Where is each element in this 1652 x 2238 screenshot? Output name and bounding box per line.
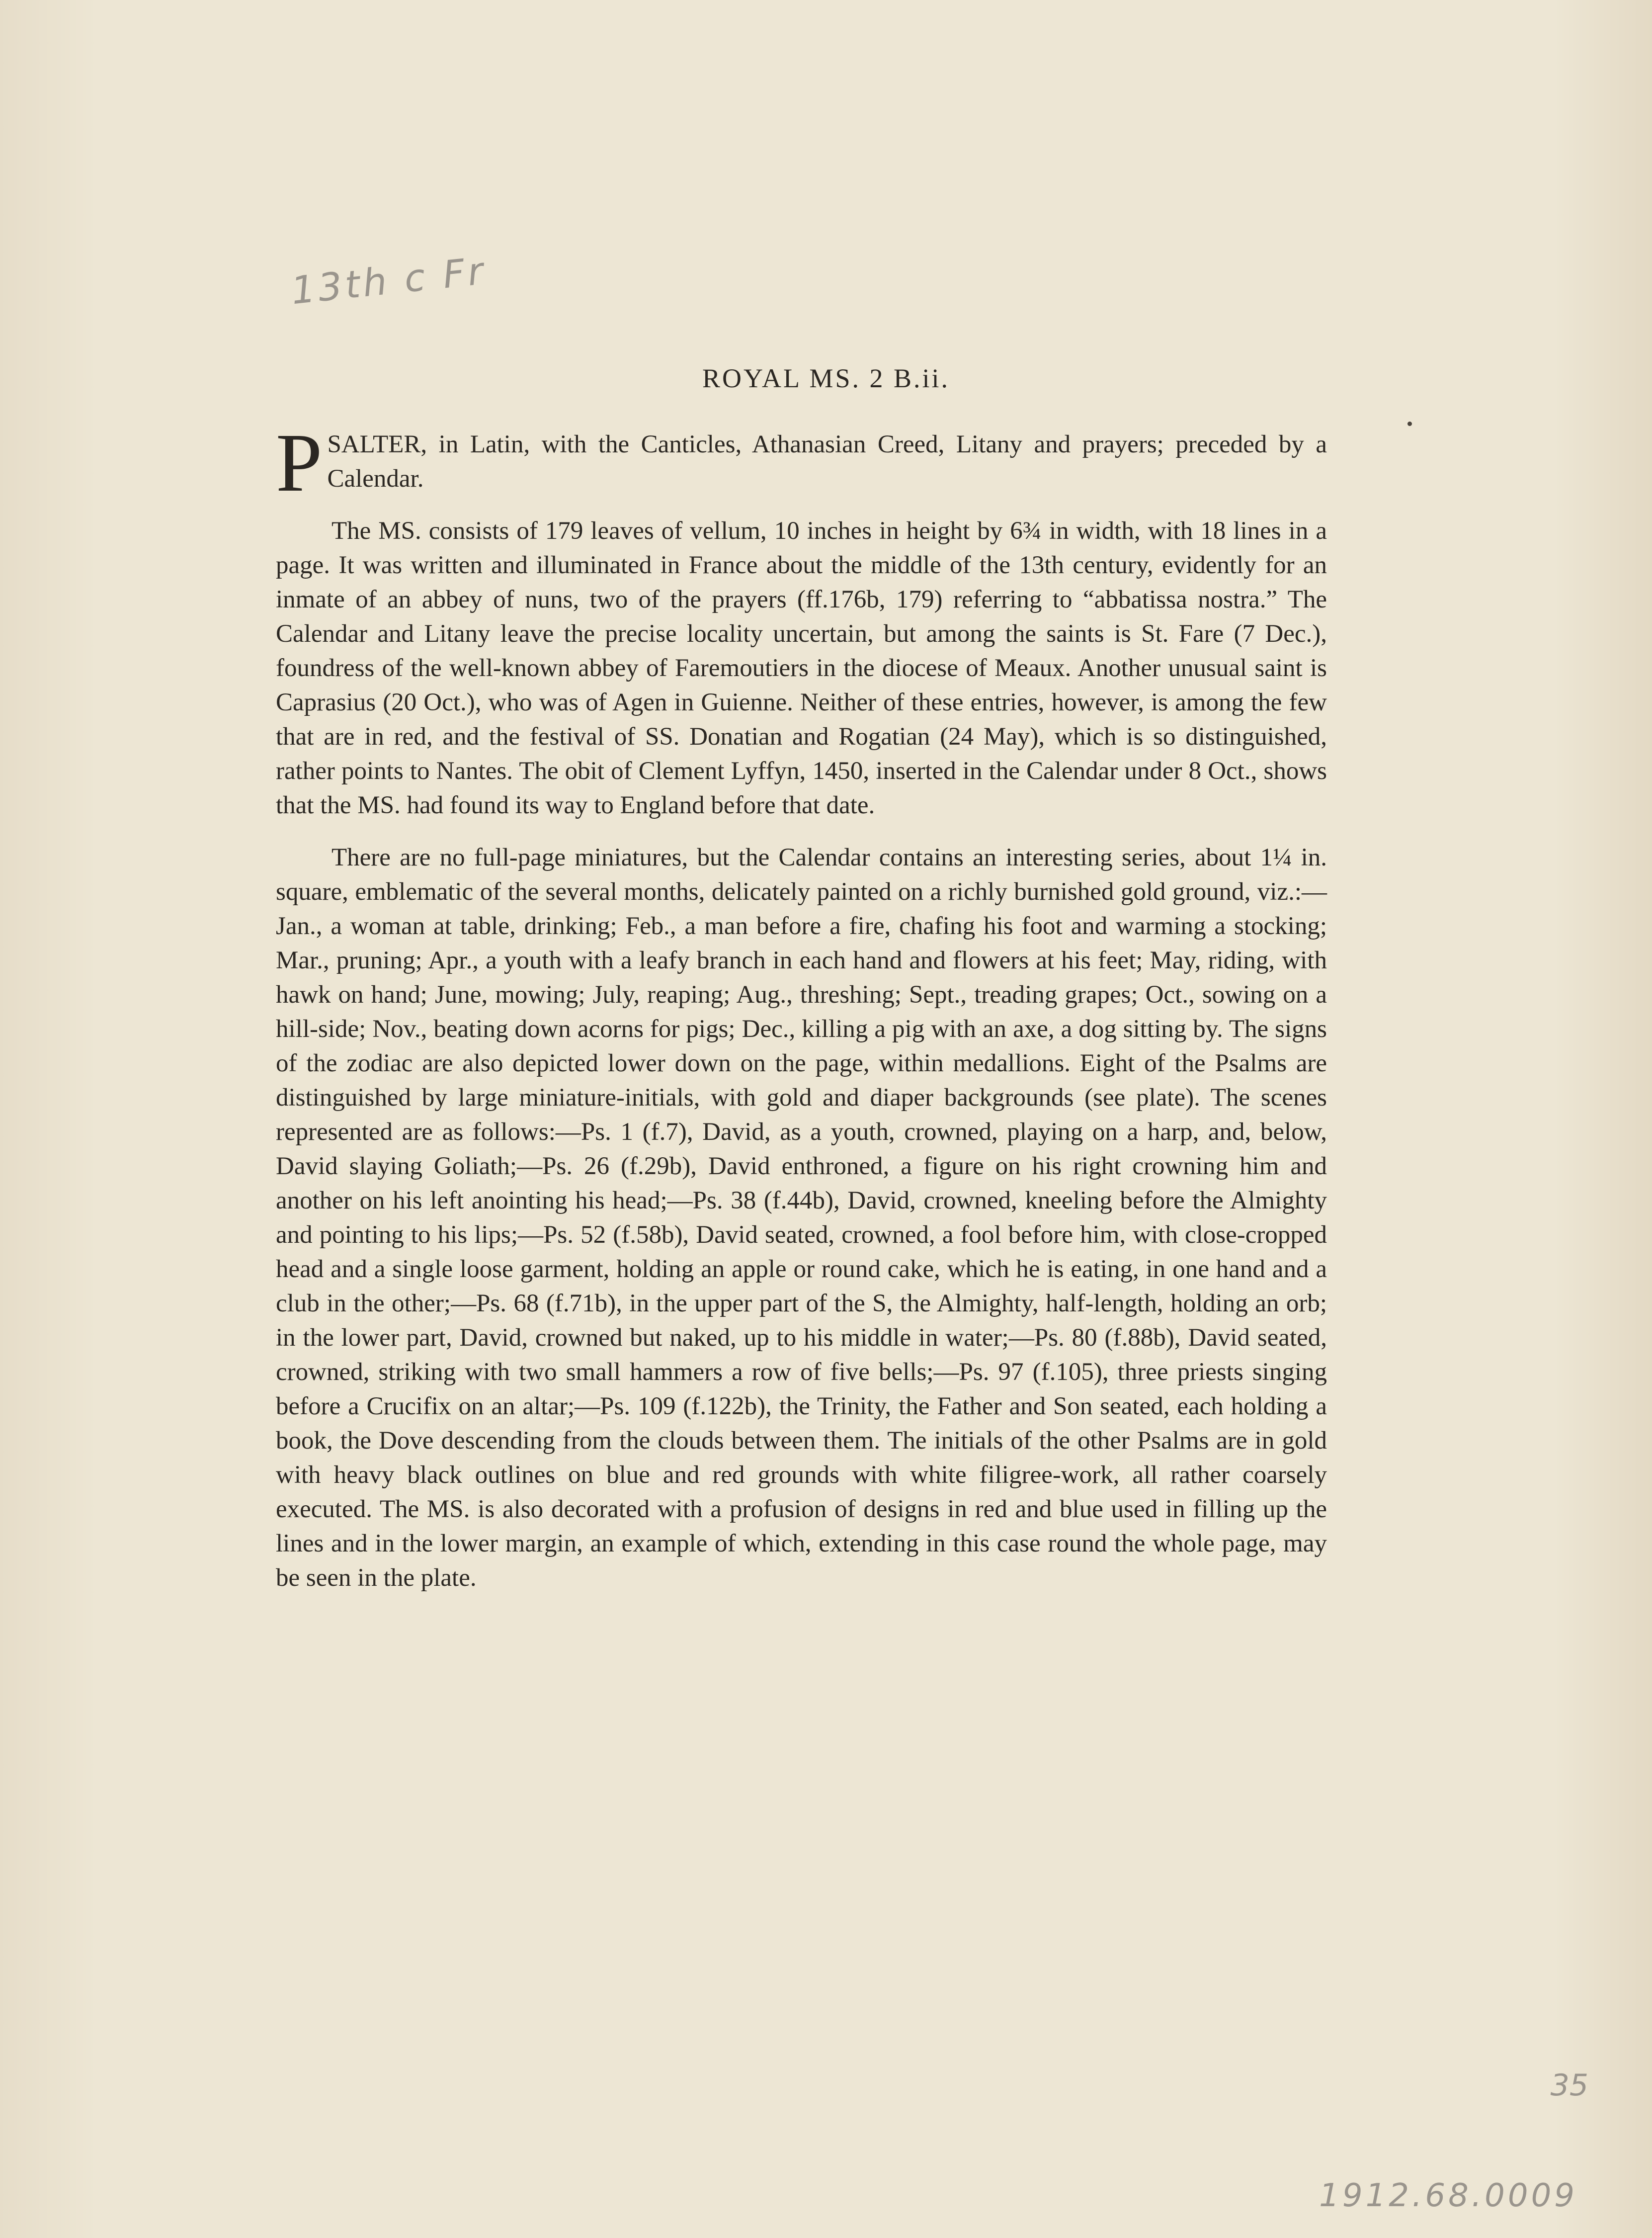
drop-cap: P [276, 417, 323, 509]
paragraph-intro-text: SALTER, in Latin, with the Canticles, Athanasian Creed, Litany and prayers; preceded by a Calendar. [327, 430, 1327, 493]
pencil-annotation: 13th c Fr [289, 248, 489, 313]
body-text [276, 417, 1327, 1595]
paragraph-miniatures: There are no full-page miniatures, but the Calendar contains an interesting series, about 1¼ in. square, emblematic of the several months, delicately painted on a richly burnished gold ground, viz.:—Jan., a woman at table, drinking; Feb., a man before a fire, chafing his foot and warming a stocking; Mar., pruning; Apr., a youth with a leafy branch in each hand and flowers at his feet; May, riding, with hawk on hand; June, mowing; July, reaping; Aug., threshing; Sept., treading grapes; Oct., sowing on a hill-side; Nov., beating down acorns for pigs; Dec., killing a pig with an axe, a dog sitting by. The signs of the zodiac are also depicted lower down on the page, within medallions. Eight of the Psalms are distinguished by large miniature-initials, with gold and diaper backgrounds (see plate). The scenes represented are as follows:—Ps. 1 (f.7), David, as a youth, crowned, playing on a harp, and, below, David slaying Goliath;—Ps. 26 (f.29b), David enthroned, a figure on his right crowning him and another on his left anointing his head;—Ps. 38 (f.44b), David, crowned, kneeling before the Almighty and pointing to his lips;—Ps. 52 (f.58b), David seated, crowned, a fool before him, with close-cropped head and a single loose garment, holding an apple or round cake, which he is eating, in one hand and a club in the other;—Ps. 68 (f.71b), in the upper part of the S, the Almighty, half-length, holding an orb; in the lower part, David, crowned but naked, up to his middle in water;—Ps. 80 (f.88b), David seated, crowned, striking with two small hammers a row of five bells;—Ps. 97 (f.105), three priests singing before a Crucifix on an altar;—Ps. 109 (f.122b), the Trinity, the Father and Son seated, each holding a book, the Dove descending from the clouds between them. The initials of the other Psalms are in gold with heavy black outlines on blue and red grounds with white filigree-work, all rather coarsely executed. The MS. is also decorated with a profusion of designs in red and blue used in filling up the lines and in the lower margin, an example of which, extending in this case round the whole page, may be seen in the plate. [276, 844, 1327, 1592]
paragraph-intro [276, 417, 1327, 509]
paper-speck [1407, 422, 1412, 426]
accession-number: 1912.68.0009 [1319, 2177, 1577, 2214]
pencil-page-number: 35 [1550, 2068, 1588, 2103]
paragraph-description: The MS. consists of 179 leaves of vellum, 10 inches in height by 6¾ in width, with 18 lines in a page. It was written and illuminated in France about the middle of the 13th century, evidently for an inmate of an abbey of nuns, two of the prayers (ff.176b, 179) referring to “abbatissa nostra.” The Calendar and Litany leave the precise locality uncertain, but among the saints is St. Fare (7 Dec.), foundress of the well-known abbey of Faremoutiers in the diocese of Meaux. Another unusual saint is Caprasius (20 Oct.), who was of Agen in Guienne. Neither of these entries, however, is among the few that are in red, and the festival of SS. Donatian and Rogatian (24 May), which is so distinguished, rather points to Nantes. The obit of Clement Lyffyn, 1450, inserted in the Calendar under 8 Oct., shows that the MS. had found its way to England before that date. [276, 517, 1327, 819]
page-title: ROYAL MS. 2 B.ii. [702, 363, 950, 393]
